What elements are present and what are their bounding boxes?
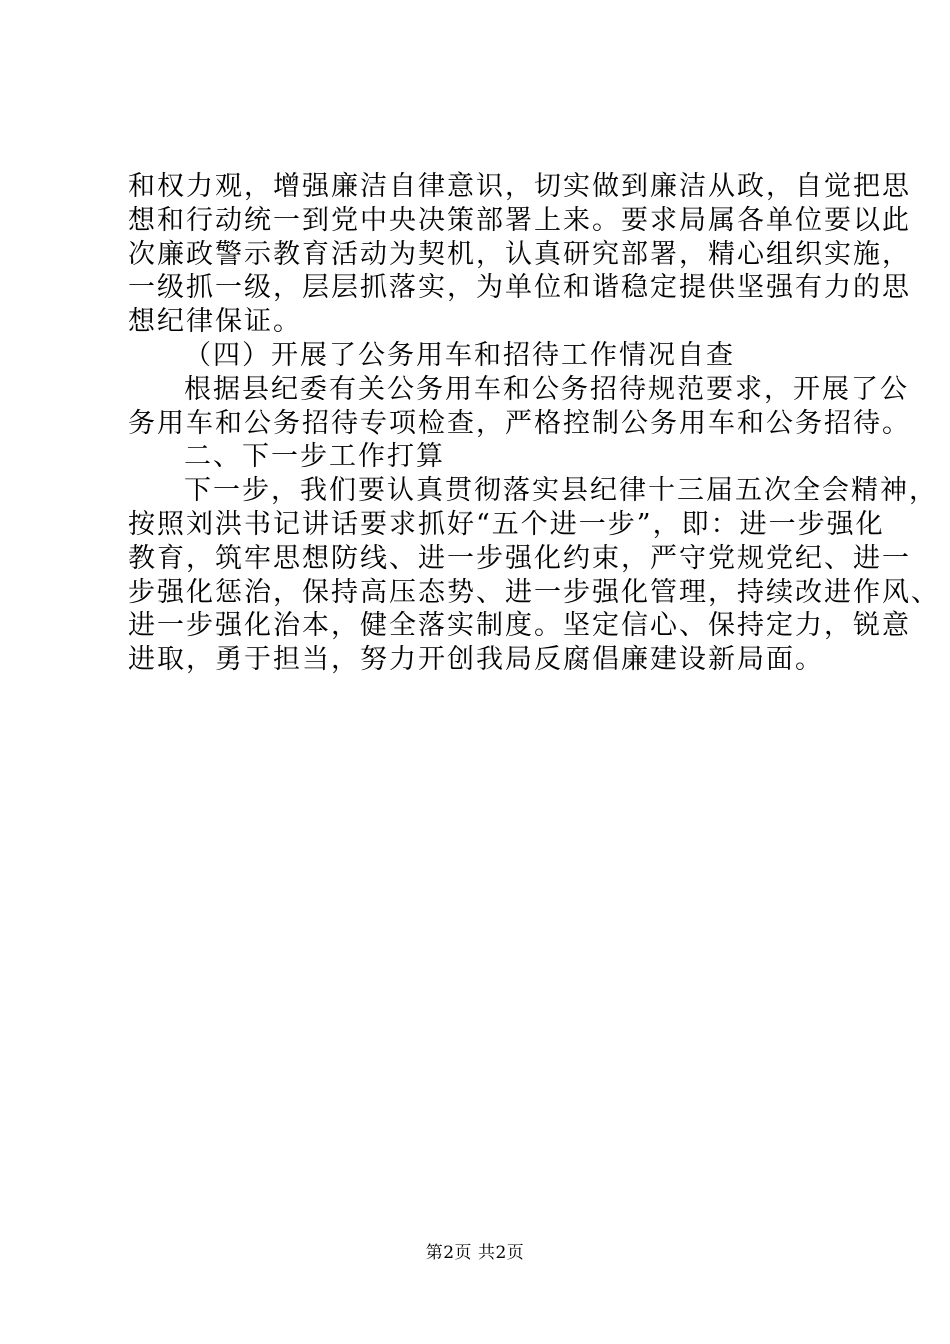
text-line: 想和行动统一到党中央决策部署上来。要求局属各单位要以此	[128, 204, 911, 236]
page-footer	[0, 1242, 950, 1264]
text-line: 次廉政警示教育活动为契机，认真研究部署，精心组织实施，	[128, 238, 911, 270]
text-line: 进取，勇于担当，努力开创我局反腐倡廉建设新局面。	[128, 644, 824, 676]
text-line: 一级抓一级，层层抓落实，为单位和谐稳定提供坚强有力的思	[128, 272, 911, 304]
text-line: 进一步强化治本，健全落实制度。坚定信心、保持定力，锐意	[128, 610, 911, 642]
text-line: 按照刘洪书记讲话要求抓好“五个进一步”，即：进一步强化	[128, 508, 885, 540]
text-line: 务用车和公务招待专项检查，严格控制公务用车和公务招待。	[128, 407, 911, 439]
page-number: 第2页 共2页	[425, 1243, 525, 1263]
text-line: 步强化惩治，保持高压态势、进一步强化管理，持续改进作风、	[128, 576, 940, 608]
text-line: 和权力观，增强廉洁自律意识，切实做到廉洁从政，自觉把思	[128, 171, 911, 202]
body-text	[128, 170, 940, 677]
paragraph-first-line: 下一步，我们要认真贯彻落实县纪律十三届五次全会精神，	[184, 475, 938, 507]
text-line: 想纪律保证。	[128, 306, 302, 338]
section-heading-4: （四）开展了公务用车和招待工作情况自查	[184, 339, 735, 371]
paragraph-first-line: 根据县纪委有关公务用车和公务招待规范要求，开展了公	[184, 373, 909, 405]
section-heading-2: 二、下一步工作打算	[184, 441, 445, 473]
text-line: 教育，筑牢思想防线、进一步强化约束，严守党规党纪、进一	[128, 542, 911, 574]
